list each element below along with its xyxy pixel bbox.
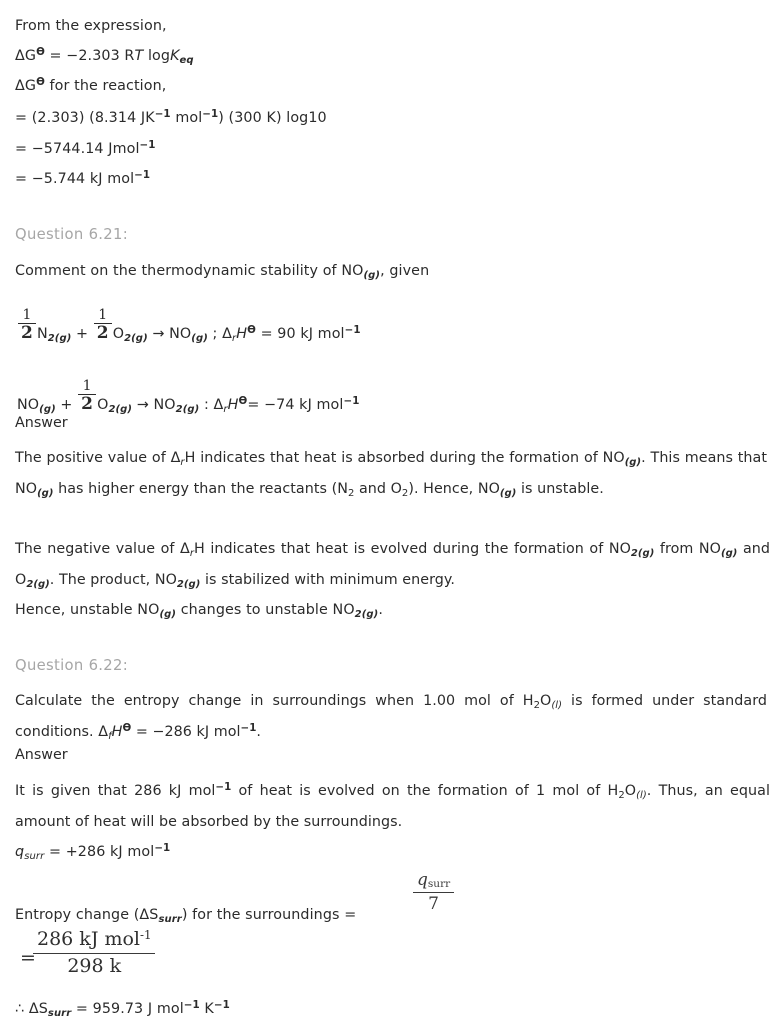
entropy-calculation-fraction [33,928,155,979]
heat-value: = +286 kJ mol [44,844,155,860]
fraction-numerator: 1 [98,307,108,323]
answer-6-22-paragraph-1 [15,776,770,837]
molecule-subscript: 2 [533,699,541,711]
paragraph-text: . Thus, an equal amount of heat will be absorbed by the surroundings. [15,783,770,830]
standard-state-superscript: ϴ [247,324,256,337]
paragraph-text: The negative value of Δ [15,541,190,557]
fraction-numerator [33,928,155,953]
delta-g-symbol: ΔG [15,48,37,64]
heat-value: 286 kJ mol [37,928,141,950]
paragraph-text: . [378,602,383,618]
state-subscript: (g) [39,403,56,415]
surroundings-subscript: surr [158,913,182,925]
paragraph-text: is unstable. [516,480,604,497]
paragraph-text: and O [15,541,770,588]
enthalpy-value: = −286 kJ mol [131,723,241,740]
eq-subscript: eq [179,54,194,66]
surroundings-subscript: surr [427,878,451,891]
reaction-arrow-icon: → [147,325,170,342]
prompt-text: is formed under standard conditions. Δ [15,693,767,740]
paragraph-text: has higher energy than the reactants (N [53,480,348,497]
delta-g-symbol: ΔG [15,78,37,94]
entropy-result-line [15,994,230,1024]
question-6-21-heading [15,226,128,243]
oxygen-symbol: O [97,396,109,413]
standard-state-superscript: ϴ [238,395,248,408]
equation-text: = −5744.14 Jmol [15,141,140,157]
exponent: −1 [134,169,151,182]
paragraph-text: . This means that NO [15,450,768,497]
state-subscript: (g) [37,487,54,499]
state-subscript: 2(g) [176,578,201,590]
fraction-denominator: 2 [81,393,94,414]
state-subscript: 2(g) [26,578,50,590]
answer-heading: Answer [15,747,68,763]
reaction-subscript: r [189,547,194,559]
paragraph-text: and O [354,480,402,497]
unit-text: K [199,1001,214,1017]
fraction-numerator [413,870,454,892]
reaction-subscript: r [180,456,185,468]
question-number-label: Question 6.22: [15,657,129,674]
exponent: −1 [344,324,361,337]
state-subscript: 2(g) [630,547,655,559]
gibbs-for-reaction-line [15,71,166,101]
delta-symbol: Δ [213,396,224,413]
plus-sign: + [55,396,78,413]
surroundings-subscript: surr [47,1007,72,1019]
result-joules-line [15,134,156,164]
answer-6-21-paragraph-1 [15,443,767,504]
paragraph-text: ) for the surroundings = [181,907,357,923]
paragraph-text: is stabilized with minimum energy. [200,571,455,588]
equilibrium-constant-symbol: K [170,48,180,64]
reaction-subscript: r [223,403,228,415]
standard-state-superscript: ϴ [122,721,132,734]
reaction-subscript: r [232,332,237,344]
state-subscript: (g) [159,608,177,620]
paragraph-text: The positive value of Δ [15,450,181,466]
exponent: −1 [215,781,232,794]
equation-text: = −5.744 kJ mol [15,171,135,187]
prompt-text: Comment on the thermodynamic stability of NO [15,263,364,279]
equation-text: ) (300 K) log10 [218,110,327,126]
paragraph-text: Hence, unstable NO [15,602,160,618]
nitric-oxide-symbol: NO [169,325,192,342]
state-subscript: (g) [363,269,381,281]
reaction-equation-2 [17,378,360,416]
question-6-22-heading [15,657,128,674]
standard-state-superscript: ϴ [36,46,45,59]
delta-symbol: Δ [222,325,232,342]
therefore-entropy-symbol: ∴ ΔS [15,1001,48,1017]
state-subscript: 2(g) [124,332,148,344]
state-subscript: (l) [551,699,563,711]
state-subscript: 2(g) [354,608,379,620]
molecule-subscript: 2 [347,487,355,499]
fraction-denominator: 7 [428,894,439,915]
enthalpy-value: = −74 kJ mol [247,396,344,413]
nitric-oxide-symbol: NO [17,396,40,413]
paragraph-text: of heat is evolved on the formation of 1 mol of H [231,783,619,799]
prompt-text: O [540,693,552,709]
state-subscript: 2(g) [108,403,133,415]
equals-sign: = [20,947,36,969]
exponent: -1 [140,928,152,943]
exponent: −1 [202,108,219,121]
one-half-fraction [18,308,36,343]
enthalpy-value: = 90 kJ mol [255,325,345,342]
paragraph-text: ). Hence, NO [408,480,500,497]
equation-text: = −2.303 R [44,48,135,64]
state-subscript: (g) [499,487,517,499]
exponent: −1 [154,842,171,855]
q-over-t-fraction [413,870,454,916]
equation-text: = (2.303) (8.314 JK [15,110,155,126]
formation-subscript: f [108,730,112,742]
answer-heading: Answer [15,415,68,431]
surroundings-subscript: surr [24,850,45,862]
state-subscript: (g) [624,456,642,468]
answer-6-21-paragraph-3 [15,595,383,625]
nitrogen-dioxide-symbol: NO [153,396,176,413]
state-subscript: 2(g) [47,332,72,344]
separator: : [199,396,214,413]
text-line: for the reaction, [44,78,167,94]
paragraph-text: It is given that 286 kJ mol [15,783,216,799]
exponent: −1 [139,139,156,152]
question-6-22-prompt [15,686,767,747]
prompt-text: Calculate the entropy change in surroundings when 1.00 mol of H [15,693,534,709]
temperature-symbol: T [134,48,144,64]
entropy-value: = 959.73 J mol [71,1001,184,1017]
standard-state-superscript: ϴ [36,76,45,89]
paragraph-text: H indicates that heat is absorbed during the formation of NO [184,450,625,466]
state-subscript: (g) [720,547,738,559]
answer-6-21-paragraph-2 [15,534,770,595]
entropy-change-line [15,900,356,930]
reaction-arrow-icon: → [132,396,154,413]
enthalpy-symbol: H [227,396,239,413]
paragraph-text: from NO [654,541,721,557]
exponent: −1 [213,999,230,1012]
paragraph-text: O [624,783,637,799]
fraction-denominator: 2 [96,322,109,343]
fraction-denominator: 298 k [67,954,122,977]
heat-symbol: q [15,844,25,860]
molecule-subscript: 2 [618,789,625,801]
state-subscript: 2(g) [175,403,200,415]
equation-text: mol [170,110,203,126]
text-line: From the expression, [15,18,167,34]
fraction-numerator: 1 [82,378,92,394]
answer-label-6-21 [15,415,68,431]
answer-label-6-22 [15,747,68,763]
oxygen-symbol: O [112,325,125,342]
paragraph-text: changes to unstable NO [176,602,355,618]
nitrogen-symbol: N [36,325,48,342]
heat-symbol: q [417,870,428,890]
separator: ; [207,325,223,342]
state-subscript: (l) [636,789,647,801]
prompt-text: , given [380,263,430,279]
fraction-numerator: 1 [22,307,32,323]
reaction-equation-1 [17,307,361,345]
q-surr-line [15,837,170,867]
plus-sign: + [71,325,93,342]
log-text: log [143,48,171,64]
enthalpy-symbol: H [111,723,123,740]
molecule-subscript: 2 [401,487,409,499]
gibbs-equation-line [15,41,194,71]
exponent: −1 [183,999,200,1012]
question-6-21-prompt [15,256,429,286]
paragraph-text: Entropy change (ΔS [15,907,159,923]
exponent: −1 [154,108,171,121]
exponent: −1 [343,395,360,408]
exponent: −1 [240,721,257,734]
one-half-fraction [94,308,112,343]
result-kilojoules-line [15,164,150,194]
paragraph-text: . The product, NO [49,571,177,588]
state-subscript: (g) [191,332,208,344]
fraction-denominator: 2 [21,322,33,343]
paragraph-text: H indicates that heat is evolved during the formation of NO [194,541,631,557]
one-half-fraction [78,379,96,414]
enthalpy-symbol: H [236,325,248,342]
question-number-label: Question 6.21: [15,226,129,243]
prompt-text: . [256,723,262,740]
from-the-expression-line [15,11,167,41]
substitution-line [15,103,327,133]
